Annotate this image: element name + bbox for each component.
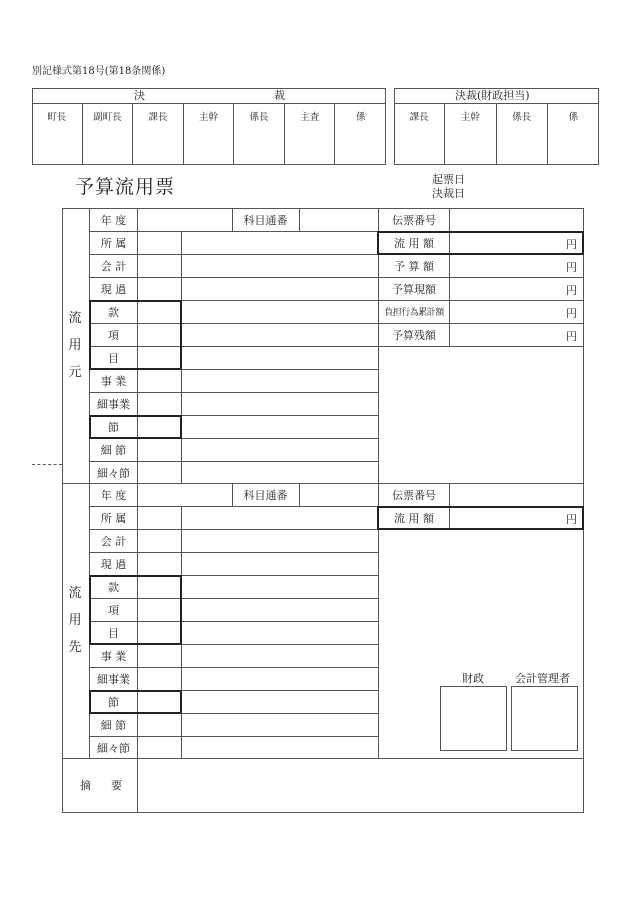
source-yen-2: 円: [566, 261, 577, 274]
source-kamoku-label: 科目通番: [243, 213, 288, 227]
source-right-label-2: 予 算 額: [394, 259, 434, 273]
finance-approval-col-3: 係: [568, 112, 579, 123]
source-right-label-3: 予算現額: [392, 282, 436, 296]
source-row-label-0: 年 度: [100, 213, 127, 227]
accounting-stamp-label: 会計管理者: [515, 672, 570, 685]
source-right-label-5: 予算残額: [392, 328, 436, 342]
source-right-label-4: 負担行為累計額: [384, 308, 444, 318]
finance-approval-col-1: 主幹: [445, 103, 496, 164]
source-field-4[interactable]: [182, 301, 378, 322]
dest-yen-1: 円: [566, 513, 577, 526]
dest-row-label-8: 細事業: [97, 672, 130, 686]
source-setsu-box: [89, 415, 182, 439]
decision-date-label: 決裁日: [432, 187, 465, 200]
dest-right-label-1: 流 用 額: [394, 511, 434, 525]
dest-row-label-6: 目: [108, 626, 119, 640]
dest-right-field-0[interactable]: [450, 484, 568, 505]
dest-row-label-0: 年 度: [100, 488, 127, 502]
source-yen-5: 円: [566, 330, 577, 343]
approval-col-2: 課長: [133, 103, 184, 164]
approval-col-3: 主幹: [184, 103, 235, 164]
source-right-field-3[interactable]: [450, 278, 568, 299]
dest-field-5[interactable]: [182, 599, 378, 620]
accounting-stamp-box: [511, 686, 578, 751]
source-field-9[interactable]: [182, 416, 378, 437]
finance-stamp-label: 財政: [462, 672, 484, 685]
source-row-label-4: 款: [108, 305, 119, 319]
approval-col-5: 主査: [285, 103, 336, 164]
dest-row-label-7: 事 業: [100, 649, 127, 663]
source-row-label-7: 事 業: [100, 374, 127, 388]
summary-label-1: 摘: [80, 779, 91, 792]
finance-approval-col-0: 課長: [394, 103, 445, 164]
draft-date-label: 起票日: [432, 173, 465, 186]
dest-row-label-11: 細々節: [97, 741, 130, 755]
summary-label-2: 要: [111, 779, 122, 792]
approval-col-0: 町長: [32, 103, 83, 164]
approval-col-6: 係: [355, 112, 366, 123]
dest-kan-kou-moku-box: [89, 575, 182, 645]
source-right-field-4[interactable]: [450, 301, 568, 322]
summary-field[interactable]: [138, 759, 583, 812]
approval-title-left: 決: [134, 89, 145, 102]
dest-setsu-box: [89, 690, 182, 714]
source-field-1[interactable]: [182, 232, 378, 253]
approval-col-1: 副町長: [83, 103, 134, 164]
page-title: 予算流用票: [75, 176, 176, 198]
dest-field-9[interactable]: [182, 691, 378, 712]
source-row-label-2: 会 計: [100, 259, 127, 273]
dest-field-7[interactable]: [182, 645, 378, 666]
source-right-label-1: 流 用 額: [394, 236, 434, 250]
source-yen-4: 円: [566, 307, 577, 320]
finance-stamp-box: [440, 686, 507, 751]
approval-col-4: 係長: [234, 103, 285, 164]
approval-title-right: 裁: [274, 89, 285, 102]
fold-mark: [32, 464, 62, 465]
dest-row-label-2: 会 計: [100, 534, 127, 548]
source-kan-kou-moku-box: [89, 300, 182, 370]
source-field-10[interactable]: [182, 439, 378, 460]
source-right-field-5[interactable]: [450, 324, 568, 345]
dest-field-8[interactable]: [182, 668, 378, 689]
dest-field-2[interactable]: [182, 530, 378, 551]
source-field-8[interactable]: [182, 393, 378, 414]
dest-row-label-5: 項: [108, 603, 119, 617]
dest-field-10[interactable]: [182, 714, 378, 735]
source-row-label-6: 目: [108, 351, 119, 365]
source-field-2[interactable]: [182, 255, 378, 276]
source-row-label-1: 所 属: [100, 236, 127, 250]
dest-row-label-9: 節: [108, 695, 119, 709]
source-right-label-0: 伝票番号: [392, 213, 436, 227]
source-yen-3: 円: [566, 284, 577, 297]
dest-field-4[interactable]: [182, 576, 378, 597]
finance-approval-title: 決裁(財政担当): [455, 89, 530, 102]
dest-row-label-1: 所 属: [100, 511, 127, 525]
dest-row-label-4: 款: [108, 580, 119, 594]
source-right-field-2[interactable]: [450, 255, 568, 276]
source-field-5[interactable]: [182, 324, 378, 345]
dest-field-11[interactable]: [182, 737, 378, 758]
source-row-label-8: 細事業: [97, 397, 130, 411]
dest-field-6[interactable]: [182, 622, 378, 643]
source-side-label: 流 用 元: [68, 311, 82, 380]
dest-kamoku-label: 科目通番: [243, 488, 288, 502]
source-row-label-11: 細々節: [97, 466, 130, 480]
dest-field-1[interactable]: [182, 507, 378, 528]
form-reference: 別記様式第18号(第18条関係): [32, 66, 166, 77]
finance-approval-col-2: 係長: [497, 103, 548, 164]
dest-field-3[interactable]: [182, 553, 378, 574]
dest-row-label-3: 現 過: [100, 557, 127, 571]
source-row-label-9: 節: [108, 420, 119, 434]
source-row-label-3: 現 過: [100, 282, 127, 296]
source-transfer-amount-box: [377, 231, 584, 255]
source-field-7[interactable]: [182, 370, 378, 391]
dest-right-label-0: 伝票番号: [392, 488, 436, 502]
source-row-label-10: 細 節: [100, 443, 127, 457]
source-row-label-5: 項: [108, 328, 119, 342]
dest-transfer-amount-box: [377, 506, 584, 530]
source-right-field-0[interactable]: [450, 209, 568, 230]
source-field-3[interactable]: [182, 278, 378, 299]
source-field-11[interactable]: [182, 462, 378, 483]
source-field-6[interactable]: [182, 347, 378, 368]
source-yen-1: 円: [566, 238, 577, 251]
dest-row-label-10: 細 節: [100, 718, 127, 732]
destination-side-label: 流 用 先: [68, 586, 82, 655]
